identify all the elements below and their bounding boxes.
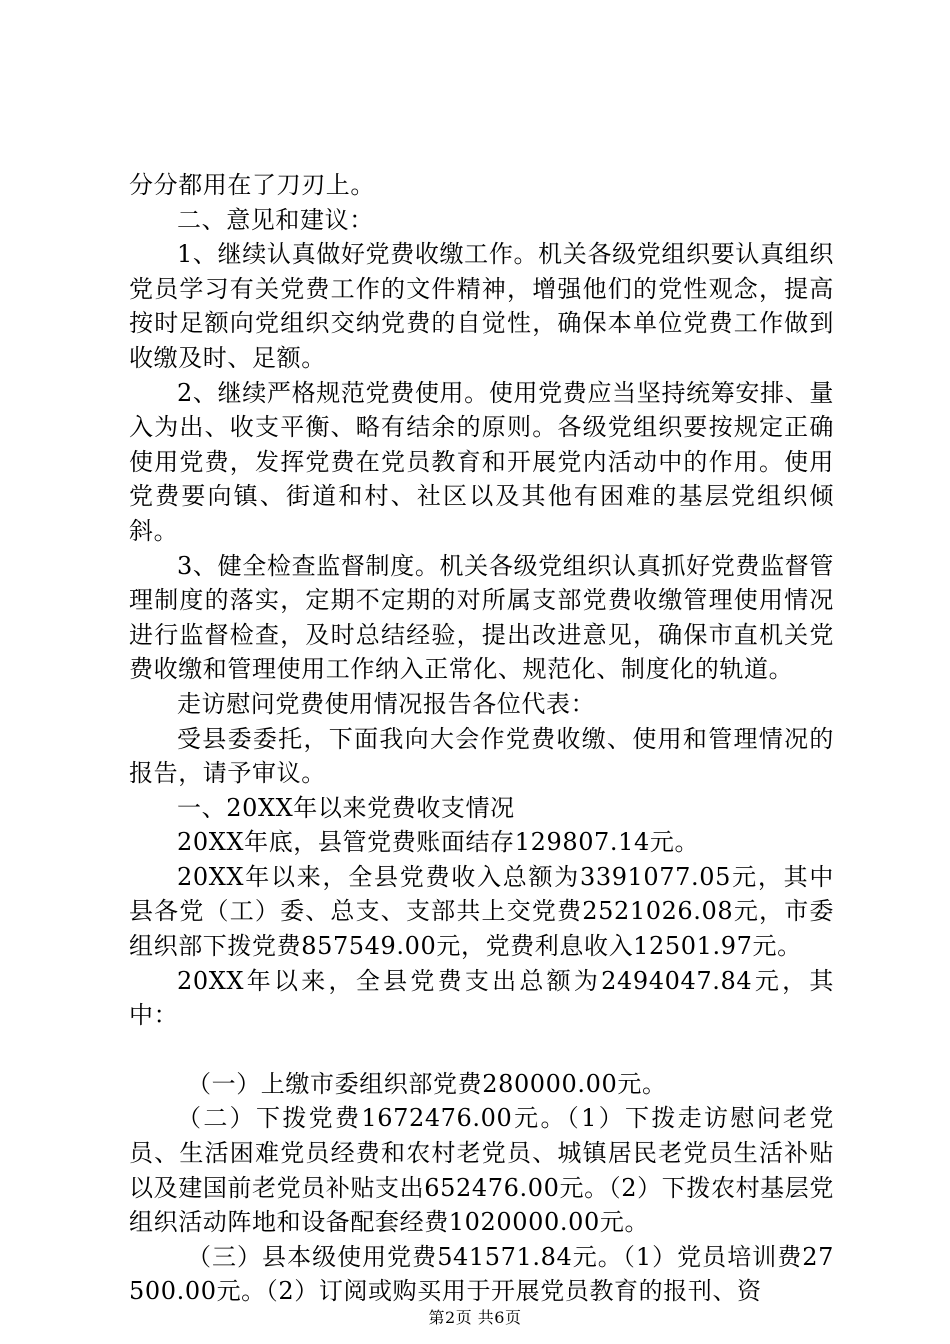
paragraph: 20XX年以来，全县党费收入总额为3391077.05元，其中县各党（工）委、总支、支部共上交党费2521026.08元，市委组织部下拨党费857549.00元，党费利息收入12501.97元。 <box>129 862 834 961</box>
paragraph: 20XX年底，县管党费账面结存129807.14元。 <box>177 828 700 857</box>
paragraph: （一）上缴市委组织部党费280000.00元。 <box>187 1069 667 1098</box>
section-heading: 二、意见和建议： <box>177 205 374 234</box>
paragraph: 3、健全检查监督制度。机关各级党组织认真抓好党费监督管理制度的落实，定期不定期的对所属支部党费收缴管理使用情况进行监督检查，及时总结经验，提出改进意见，确保市直机关党费收缴和管理使用工作纳入正常化、规范化、制度化的轨道。 <box>129 551 834 684</box>
paragraph: 2、继续严格规范党费使用。使用党费应当坚持统筹安排、量入为出、收支平衡、略有结余的原则。各级党组织要按规定正确使用党费，发挥党费在党员教育和开展党内活动中的作用。使用党费要向镇、街道和村、社区以及其他有困难的基层党组织倾斜。 <box>129 378 834 545</box>
paragraph: 分分都用在了刀刃上。 <box>129 171 375 199</box>
paragraph: 20XX年以来，全县党费支出总额为2494047.84元，其中： <box>129 966 834 1030</box>
page-number: 第2页 共6页 <box>428 1308 522 1327</box>
paragraph: 1、继续认真做好党费收缴工作。机关各级党组织要认真组织党员学习有关党费工作的文件精神，增强他们的党性观念，提高按时足额向党组织交纳党费的自觉性，确保本单位党费工作做到收缴及时、足额。 <box>129 240 834 372</box>
paragraph: 受县委委托，下面我向大会作党费收缴、使用和管理情况的报告，请予审议。 <box>129 724 834 788</box>
document-body <box>129 168 834 1309</box>
paragraph: （二）下拨党费1672476.00元。（1）下拨走访慰问老党员、生活困难党员经费和农村老党员、城镇居民老党员生活补贴以及建国前老党员补贴支出652476.00元。（2）下拨农村基层党组织活动阵地和设备配套经费1020000.00元。 <box>129 1104 834 1237</box>
report-title: 走访慰问党费使用情况报告各位代表： <box>177 689 596 718</box>
section-heading: 一、20XX年以来党费收支情况 <box>177 793 515 822</box>
paragraph: （三）县本级使用党费541571.84元。（1）党员培训费27500.00元。（2）订阅或购买用于开展党员教育的报刊、资 <box>129 1242 834 1306</box>
